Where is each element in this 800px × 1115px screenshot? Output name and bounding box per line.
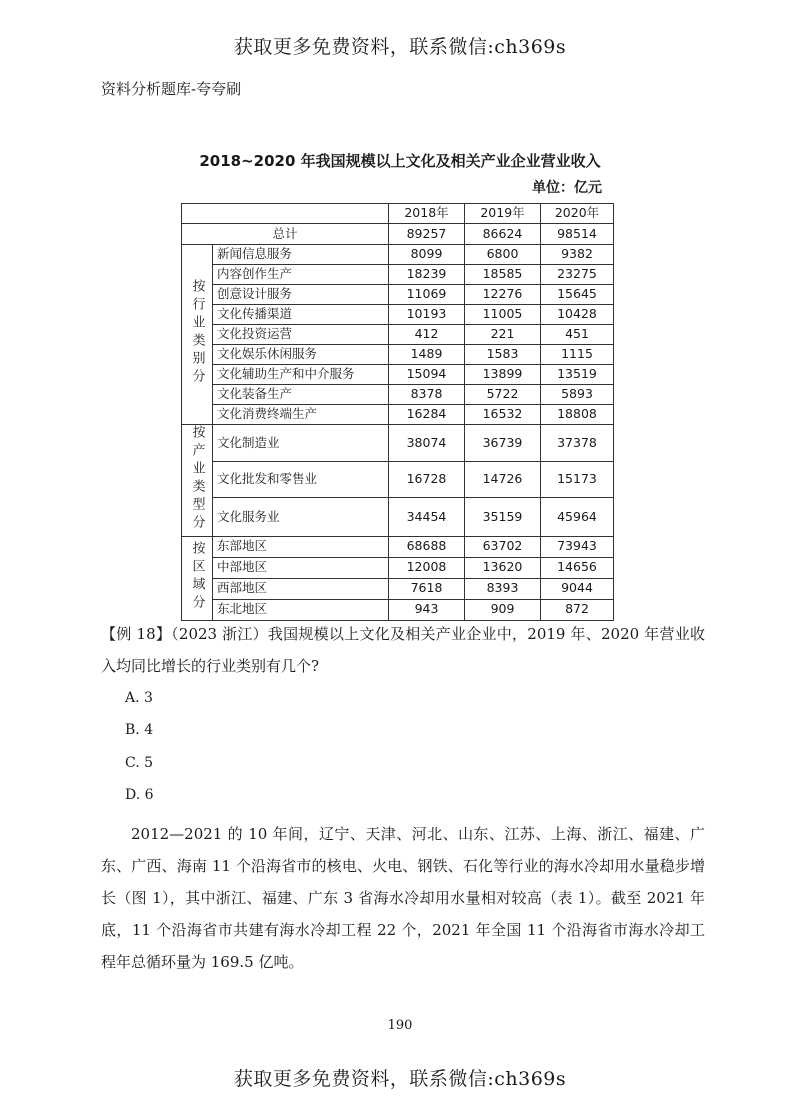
row-label: 文化辅助生产和中介服务 bbox=[213, 365, 389, 385]
value-cell: 18808 bbox=[541, 405, 614, 425]
value-cell: 14656 bbox=[541, 557, 614, 578]
table-row bbox=[182, 265, 614, 285]
row-label: 文化投资运营 bbox=[213, 325, 389, 345]
table-row bbox=[182, 385, 614, 405]
value-cell: 8393 bbox=[465, 578, 541, 599]
value-cell: 45964 bbox=[541, 498, 614, 536]
group-label-industry-type: 按产业类型分 bbox=[182, 425, 213, 537]
value-cell: 23275 bbox=[541, 265, 614, 285]
value-cell: 63702 bbox=[465, 536, 541, 557]
table-unit: 单位：亿元 bbox=[532, 180, 602, 196]
table-row bbox=[182, 425, 614, 462]
value-cell: 13620 bbox=[465, 557, 541, 578]
value-cell: 16284 bbox=[389, 405, 465, 425]
question-text: 【例 18】（2023 浙江）我国规模以上文化及相关产业企业中，2019 年、2020 年营业收入均同比增长的行业类别有几个? bbox=[101, 625, 705, 675]
table-row bbox=[182, 536, 614, 557]
value-cell: 18585 bbox=[465, 265, 541, 285]
total-label: 总计 bbox=[182, 224, 389, 245]
row-label: 文化传播渠道 bbox=[213, 305, 389, 325]
value-cell: 1115 bbox=[541, 345, 614, 365]
value-cell: 872 bbox=[541, 599, 614, 620]
option-d: D. 6 bbox=[125, 787, 154, 803]
table-row bbox=[182, 305, 614, 325]
value-cell: 10428 bbox=[541, 305, 614, 325]
value-cell: 15173 bbox=[541, 461, 614, 498]
value-cell: 1583 bbox=[465, 345, 541, 365]
table-row bbox=[182, 365, 614, 385]
value-cell: 73943 bbox=[541, 536, 614, 557]
top-banner: 获取更多免费资料，联系微信:ch369s bbox=[233, 36, 567, 58]
table-header-row bbox=[182, 204, 614, 224]
value-cell: 221 bbox=[465, 325, 541, 345]
option-b: B. 4 bbox=[125, 722, 154, 738]
value-cell: 8378 bbox=[389, 385, 465, 405]
row-label: 文化批发和零售业 bbox=[213, 461, 389, 498]
value-cell: 943 bbox=[389, 599, 465, 620]
value-cell: 6800 bbox=[465, 245, 541, 265]
value-cell: 98514 bbox=[541, 224, 614, 245]
value-cell: 18239 bbox=[389, 265, 465, 285]
option-c: C. 5 bbox=[125, 755, 154, 771]
group-label-industry: 按行业类别分 bbox=[182, 245, 213, 425]
value-cell: 10193 bbox=[389, 305, 465, 325]
value-cell: 36739 bbox=[465, 425, 541, 462]
row-label: 文化服务业 bbox=[213, 498, 389, 536]
value-cell: 451 bbox=[541, 325, 614, 345]
value-cell: 1489 bbox=[389, 345, 465, 365]
row-label: 文化制造业 bbox=[213, 425, 389, 462]
year-header: 2019年 bbox=[465, 204, 541, 224]
value-cell: 35159 bbox=[465, 498, 541, 536]
row-label: 文化装备生产 bbox=[213, 385, 389, 405]
table-row bbox=[182, 325, 614, 345]
year-header: 2018年 bbox=[389, 204, 465, 224]
value-cell: 5893 bbox=[541, 385, 614, 405]
value-cell: 15094 bbox=[389, 365, 465, 385]
value-cell: 9044 bbox=[541, 578, 614, 599]
row-label: 东北地区 bbox=[213, 599, 389, 620]
document-subtitle: 资料分析题库-夸夸刷 bbox=[101, 80, 242, 98]
value-cell: 86624 bbox=[465, 224, 541, 245]
table-row bbox=[182, 599, 614, 620]
option-a: A. 3 bbox=[125, 690, 153, 706]
table-row bbox=[182, 498, 614, 536]
body-paragraph: 2012—2021 的 10 年间，辽宁、天津、河北、山东、江苏、上海、浙江、福建、广东、广西、海南 11 个沿海省市的核电、火电、钢铁、石化等行业的海水冷却用水量稳步增长（图 1），其中浙江、福建、广东 3 省海水冷却用水量相对较高（表 1）。截至 2021 年底，11 个沿海省市共建有海水冷却工程 22 个，2021 年全国 11 个沿海省市海水冷却工程年总循环量为 169.5 亿吨。 bbox=[101, 825, 705, 971]
table-row bbox=[182, 345, 614, 365]
value-cell: 12008 bbox=[389, 557, 465, 578]
row-label: 文化娱乐休闲服务 bbox=[213, 345, 389, 365]
value-cell: 16532 bbox=[465, 405, 541, 425]
value-cell: 13899 bbox=[465, 365, 541, 385]
value-cell: 11069 bbox=[389, 285, 465, 305]
value-cell: 89257 bbox=[389, 224, 465, 245]
value-cell: 15645 bbox=[541, 285, 614, 305]
value-cell: 11005 bbox=[465, 305, 541, 325]
value-cell: 7618 bbox=[389, 578, 465, 599]
value-cell: 68688 bbox=[389, 536, 465, 557]
table-row bbox=[182, 285, 614, 305]
revenue-table bbox=[181, 203, 614, 621]
row-label: 文化消费终端生产 bbox=[213, 405, 389, 425]
row-label: 新闻信息服务 bbox=[213, 245, 389, 265]
header-blank-cell bbox=[182, 204, 389, 224]
row-label: 内容创作生产 bbox=[213, 265, 389, 285]
group-label-region: 按区域分 bbox=[182, 536, 213, 620]
table-row bbox=[182, 578, 614, 599]
table-row bbox=[182, 557, 614, 578]
row-label: 东部地区 bbox=[213, 536, 389, 557]
value-cell: 14726 bbox=[465, 461, 541, 498]
page-number: 190 bbox=[387, 1018, 413, 1033]
row-label: 西部地区 bbox=[213, 578, 389, 599]
row-label: 创意设计服务 bbox=[213, 285, 389, 305]
value-cell: 8099 bbox=[389, 245, 465, 265]
total-row bbox=[182, 224, 614, 245]
value-cell: 38074 bbox=[389, 425, 465, 462]
table-row bbox=[182, 405, 614, 425]
value-cell: 412 bbox=[389, 325, 465, 345]
table-title: 2018~2020 年我国规模以上文化及相关产业企业营业收入 bbox=[199, 152, 601, 170]
value-cell: 34454 bbox=[389, 498, 465, 536]
table-row bbox=[182, 461, 614, 498]
value-cell: 909 bbox=[465, 599, 541, 620]
table-row bbox=[182, 245, 614, 265]
bottom-banner: 获取更多免费资料，联系微信:ch369s bbox=[233, 1068, 567, 1090]
value-cell: 13519 bbox=[541, 365, 614, 385]
row-label: 中部地区 bbox=[213, 557, 389, 578]
value-cell: 12276 bbox=[465, 285, 541, 305]
value-cell: 37378 bbox=[541, 425, 614, 462]
value-cell: 16728 bbox=[389, 461, 465, 498]
value-cell: 5722 bbox=[465, 385, 541, 405]
value-cell: 9382 bbox=[541, 245, 614, 265]
year-header: 2020年 bbox=[541, 204, 614, 224]
